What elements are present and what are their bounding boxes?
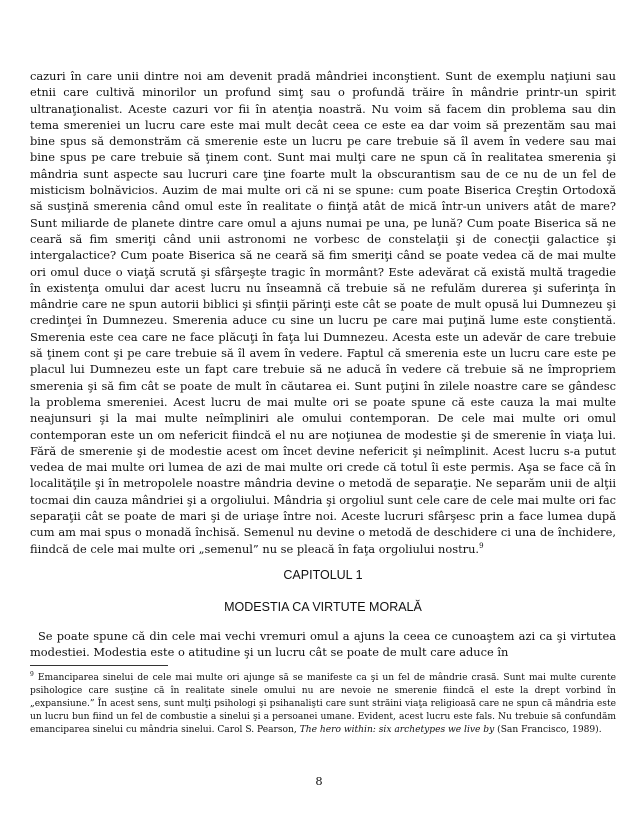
footnote-reference: 9 <box>479 541 484 550</box>
footnote-divider <box>30 665 168 666</box>
footnote-number: 9 <box>30 670 34 678</box>
footnote <box>30 672 616 737</box>
footnote-citation: (San Francisco, 1989). <box>494 725 602 735</box>
body-paragraph-text: cazuri în care unii dintre noi am devenit pradă mândriei inconştient. Sunt de exemplu naţiuni sau etnii care cultivă minorilor un profund simţ sau o profundă trăire în mândrie printr-un spirit ultranaţionalist. Aceste cazuri vor fii în atenţia noastră. Nu voim să facem din problema sau din tema smereniei un lucru care este mai mult decât ceea ce este ea dar voim să prezentăm sau mai bine spus să demonstrăm că smerenie este un lucru pe care trebuie să îl avem în vedere sau mai bine spus pe care trebuie să ţinem cont. Sunt mai mulţi care ne spun că în realitatea smerenia şi mândria sunt aspecte sau lucruri care ţine foarte mult la obscurantism sau de ce nu de un fel de misticism bolnăvicios. Auzim de mai multe ori că ni se spune: cum poate Biserica Creştin Ortodoxă să susţină smerenia când omul este în realitate o fiinţă atât de mică într-un univers atât de mare? Sunt miliarde de planete dintre care omul a ajuns numai pe una, pe lună? Cum poate Biserica să ne ceară să fim smeriţi când unii astronomi ne vorbesc de constelaţii şi de conecţii galactice şi intergalactice? Cum poate Biserica să ne ceară să fim smeriţi când se poate vedea că de mai multe ori omul duce o viaţă scrută şi sfârşeşte tragic în mormânt? Este adevărat că există multă tragedie în existenţa omului dar acest lucru nu înseamnă că trebuie să ne refulăm durerea şi suferinţa în mândrie care ne spun autorii biblici şi sfinţii părinţi este cât se poate de mult opusă lui Dumnezeu şi credinţei în Dumnezeu. Smerenia aduce cu sine un lucru pe care mai puţină lume este conştientă. Smerenia este cea care ne face plăcuţi în faţa lui Dumnezeu. Acesta este un adevăr de care trebuie să ţinem cont şi pe care trebuie să îl avem în vedere. Faptul că smerenia este un lucru care este pe placul lui Dumnezeu este un fapt care trebuie să ne aducă în vedere că trebuie să ne împropriem smerenia şi să fim cât se poate de mult în căutarea ei. Sunt puţini în zilele noastre care se gândesc la problema smereniei. Acest lucru de mai multe ori se poate spune că este cauza la mai multe neajunsuri şi la mai multe neîmpliniri ale omului contemporan. De cele mai multe ori omul contemporan este un om nefericit fiindcă el nu are noţiunea de modestie şi de smerenie în viaţa lui. Fără de smerenie şi de modestie acest om încet devine nefericit şi neîmplinit. Acest lucru s-a putut vedea de mai multe ori lumea de azi de mai multe ori crede că totul îi este permis. Aşa se face că în localităţile şi în metropolele noastre mândria devine o metodă de separaţie. Ne separăm unii de alţii tocmai din cauza mândriei şi a orgoliului. Mândria şi orgoliul sunt cele care de cele mai multe ori fac separaţii cât se poate de mari şi de uriaşe între noi. Aceste lucruri sfârşesc prin a face lumea după cum am mai spus o monadă închisă. Semenul nu devine o metodă de deschidere ci una de închidere, fiindcă de cele mai multe ori „semenul” nu se pleacă în faţa orgoliului nostru. <box>30 69 616 556</box>
chapter-paragraph: Se poate spune că din cele mai vechi vremuri omul a ajuns la ceea ce cunoaştem azi ca şi virtutea modestiei. Modestia este o atitudine şi un lucru cât se poate de mult care aduce în <box>30 629 616 660</box>
footnote-book-title: The hero within: six archetypes we live by <box>299 725 495 735</box>
page-number: 8 <box>315 774 323 788</box>
chapter-title: MODESTIA CA VIRTUTE MORALĂ <box>224 600 422 614</box>
footnote-text: Emanciparea sinelui de cele mai multe ori ajunge să se manifeste ca şi un fel de mândrie crasă. Sunt mai multe curente psihologice care susţine că în realitate sinele omului nu are nevoie ne smerenie fiindcă el este la drept vorbind în „expansiune.” În acest sens, sunt mulţi psihologi şi psihanalişti care sunt străini viaţa religioasă care ne spun că mândria este un lucru bun fiind un fel de combustie a sinelui şi a persoanei umane. Evident, acest lucru este fals. Nu trebuie să confundăm emanciparea sinelui cu mândria sinelui. Carol S. Pearson, <box>30 673 616 735</box>
body-paragraph <box>30 68 616 557</box>
chapter-label: CAPITOLUL 1 <box>283 568 363 582</box>
